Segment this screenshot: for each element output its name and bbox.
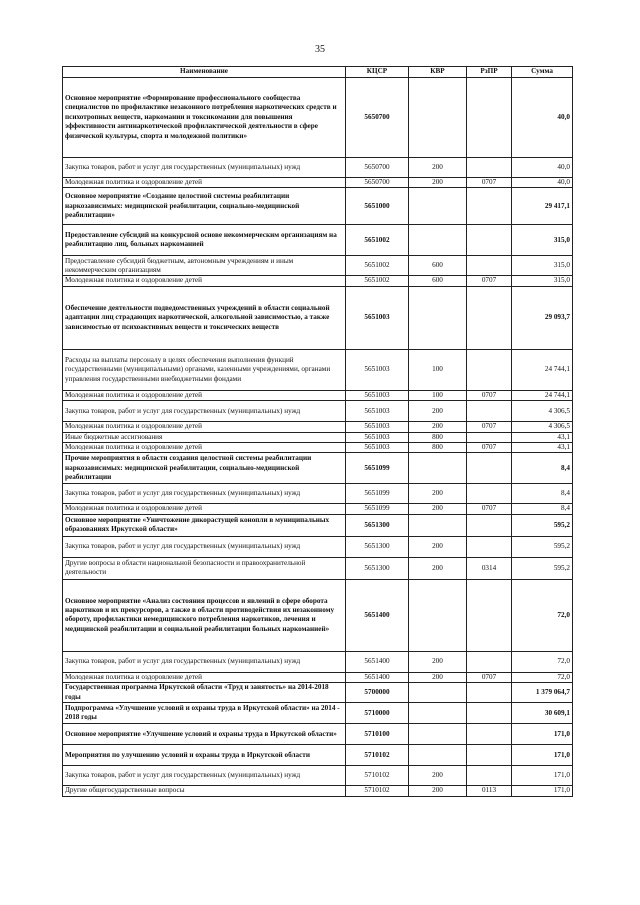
row-sum: 595,2 [512, 536, 573, 557]
row-code: 5651002 [346, 225, 409, 256]
row-rzpr [467, 724, 512, 745]
row-kvr: 200 [409, 651, 467, 672]
row-sum: 72,0 [512, 651, 573, 672]
table-row [63, 786, 573, 796]
row-name: Основное мероприятие «Создание целостной системы реабилитации наркозависимых: медицинской реабилитации, социально-медицинской реабилитации» [63, 188, 346, 225]
row-kvr: 600 [409, 276, 467, 286]
budget-table [62, 66, 573, 797]
row-rzpr [467, 703, 512, 724]
row-name: Молодежная политика и оздоровление детей [63, 504, 346, 514]
row-name: Другие вопросы в области национальной безопасности и правоохранительной деятельности [63, 557, 346, 579]
row-rzpr [467, 225, 512, 256]
row-code: 5651003 [346, 349, 409, 390]
table-row [63, 504, 573, 514]
row-name: Молодежная политика и оздоровление детей [63, 422, 346, 432]
row-kvr: 200 [409, 504, 467, 514]
row-rzpr: 0707 [467, 422, 512, 432]
table-row [63, 579, 573, 651]
row-code: 5651002 [346, 256, 409, 276]
row-sum: 43,1 [512, 443, 573, 453]
row-kvr [409, 514, 467, 536]
row-code: 5710102 [346, 766, 409, 786]
row-code: 5651003 [346, 286, 409, 349]
row-sum: 4 306,5 [512, 401, 573, 422]
row-rzpr [467, 188, 512, 225]
row-code: 5651003 [346, 422, 409, 432]
row-rzpr [467, 401, 512, 422]
row-sum: 29 417,1 [512, 188, 573, 225]
row-rzpr [467, 453, 512, 484]
table-row [63, 536, 573, 557]
row-sum: 595,2 [512, 514, 573, 536]
header-kvr: КВР [409, 67, 467, 78]
row-kvr: 200 [409, 178, 467, 188]
table-row [63, 514, 573, 536]
row-code: 5651099 [346, 484, 409, 504]
row-sum: 8,4 [512, 504, 573, 514]
row-code: 5650700 [346, 178, 409, 188]
header-sum: Сумма [512, 67, 573, 78]
table-row [63, 286, 573, 349]
row-code: 5651003 [346, 401, 409, 422]
row-kvr [409, 579, 467, 651]
row-name: Основное мероприятие «Анализ состояния процессов и явлений в сфере оборота наркотиков и их прекурсоров, а также в области противодействия их незаконному обороту, профилактики немедицинского потребления наркотиков, лечения и медицинской реабилитации и социальной реабилитации больных наркоманией» [63, 579, 346, 651]
row-code: 5651099 [346, 453, 409, 484]
row-name: Закупка товаров, работ и услуг для государственных (муниципальных) нужд [63, 401, 346, 422]
row-sum: 8,4 [512, 453, 573, 484]
row-code: 5700000 [346, 683, 409, 703]
row-sum: 72,0 [512, 579, 573, 651]
table-row [63, 766, 573, 786]
row-kvr: 200 [409, 158, 467, 178]
row-name: Основное мероприятие «Уничтожение дикорастущей конопли в муниципальных образованиях Иркутской области» [63, 514, 346, 536]
row-sum: 24 744,1 [512, 390, 573, 400]
row-code: 5651003 [346, 432, 409, 442]
row-code: 5651099 [346, 504, 409, 514]
row-rzpr [467, 349, 512, 390]
row-kvr: 100 [409, 349, 467, 390]
row-rzpr: 0707 [467, 390, 512, 400]
row-rzpr: 0707 [467, 672, 512, 682]
row-sum: 40,0 [512, 78, 573, 158]
row-kvr [409, 286, 467, 349]
row-kvr: 200 [409, 536, 467, 557]
row-kvr: 200 [409, 672, 467, 682]
table-row [63, 672, 573, 682]
row-rzpr [467, 432, 512, 442]
row-sum: 595,2 [512, 557, 573, 579]
row-code: 5651400 [346, 579, 409, 651]
row-name: Государственная программа Иркутской области «Труд и занятость» на 2014-2018 годы [63, 683, 346, 703]
row-code: 5651300 [346, 514, 409, 536]
row-code: 5710102 [346, 786, 409, 796]
row-kvr: 100 [409, 390, 467, 400]
row-code: 5650700 [346, 78, 409, 158]
row-kvr [409, 703, 467, 724]
row-kvr: 200 [409, 557, 467, 579]
row-sum: 40,0 [512, 158, 573, 178]
row-kvr [409, 453, 467, 484]
row-name: Предоставление субсидий бюджетным, автономным учреждениям и иным некоммерческим организациям [63, 256, 346, 276]
row-sum: 29 093,7 [512, 286, 573, 349]
row-code: 5710000 [346, 703, 409, 724]
table-row [63, 225, 573, 256]
row-sum: 24 744,1 [512, 349, 573, 390]
page-number: 35 [315, 44, 325, 55]
row-code: 5651300 [346, 557, 409, 579]
header-rzpr: РзПР [467, 67, 512, 78]
table-body [63, 78, 573, 797]
row-name: Подпрограмма «Улучшение условий и охраны труда в Иркутской области» на 2014 - 2018 годы [63, 703, 346, 724]
row-code: 5651000 [346, 188, 409, 225]
table-row [63, 158, 573, 178]
row-code: 5651400 [346, 651, 409, 672]
row-kvr: 800 [409, 432, 467, 442]
row-sum: 43,1 [512, 432, 573, 442]
table-row [63, 703, 573, 724]
row-sum: 4 306,5 [512, 422, 573, 432]
row-name: Закупка товаров, работ и услуг для государственных (муниципальных) нужд [63, 651, 346, 672]
row-rzpr [467, 514, 512, 536]
row-kvr: 200 [409, 766, 467, 786]
row-code: 5650700 [346, 158, 409, 178]
row-code: 5710100 [346, 724, 409, 745]
row-code: 5651300 [346, 536, 409, 557]
row-code: 5710102 [346, 745, 409, 766]
table-row [63, 651, 573, 672]
row-name: Основное мероприятие «Формирование профессионального сообщества специалистов по профилактике незаконного потребления наркотических средств и психотропных веществ, наркомании и токсикомании для повышения эффективности антинаркотической профилактической деятельности в сфере физической культуры, спорта и молодежной политики» [63, 78, 346, 158]
table-row [63, 178, 573, 188]
row-code: 5651002 [346, 276, 409, 286]
row-name: Обеспечение деятельности подведомственных учреждений в области социальной адаптации лиц страдающих наркотической, алкогольной зависимостью, а также зависимостью от психоактивных веществ и токсических веществ [63, 286, 346, 349]
row-sum: 1 379 064,7 [512, 683, 573, 703]
row-code: 5651003 [346, 390, 409, 400]
row-name: Закупка товаров, работ и услуг для государственных (муниципальных) нужд [63, 536, 346, 557]
row-name: Основное мероприятие «Улучшение условий и охраны труда в Иркутской области» [63, 724, 346, 745]
row-sum: 171,0 [512, 786, 573, 796]
table-row [63, 453, 573, 484]
table-row [63, 724, 573, 745]
table-row [63, 432, 573, 442]
row-kvr [409, 78, 467, 158]
row-sum: 171,0 [512, 745, 573, 766]
table-row [63, 484, 573, 504]
row-rzpr [467, 651, 512, 672]
row-sum: 315,0 [512, 225, 573, 256]
table-row [63, 745, 573, 766]
table-row [63, 276, 573, 286]
table-row [63, 188, 573, 225]
row-name: Предоставление субсидий на конкурсной основе некоммерческим организациям на реабилитацию лиц, больных наркоманией [63, 225, 346, 256]
row-rzpr [467, 158, 512, 178]
row-name: Молодежная политика и оздоровление детей [63, 178, 346, 188]
row-rzpr [467, 256, 512, 276]
row-name: Другие общегосударственные вопросы [63, 786, 346, 796]
table-header-row [63, 67, 573, 78]
row-rzpr [467, 484, 512, 504]
row-kvr: 200 [409, 484, 467, 504]
row-rzpr [467, 745, 512, 766]
row-name: Расходы на выплаты персоналу в целях обеспечения выполнения функций государственными (муниципальными) органами, казенными учреждениями, органами управления государственными внебюджетными фондами [63, 349, 346, 390]
row-kvr [409, 225, 467, 256]
row-rzpr [467, 683, 512, 703]
row-sum: 315,0 [512, 256, 573, 276]
table-row [63, 557, 573, 579]
row-code: 5651003 [346, 443, 409, 453]
row-name: Закупка товаров, работ и услуг для государственных (муниципальных) нужд [63, 158, 346, 178]
row-name: Молодежная политика и оздоровление детей [63, 390, 346, 400]
row-sum: 171,0 [512, 766, 573, 786]
row-sum: 72,0 [512, 672, 573, 682]
row-name: Иные бюджетные ассигнования [63, 432, 346, 442]
row-name: Закупка товаров, работ и услуг для государственных (муниципальных) нужд [63, 484, 346, 504]
row-rzpr: 0707 [467, 443, 512, 453]
row-rzpr: 0113 [467, 786, 512, 796]
row-kvr: 200 [409, 401, 467, 422]
table-row [63, 349, 573, 390]
table-row [63, 401, 573, 422]
row-kvr [409, 683, 467, 703]
table-row [63, 390, 573, 400]
row-rzpr: 0707 [467, 504, 512, 514]
row-sum: 8,4 [512, 484, 573, 504]
row-kvr: 200 [409, 422, 467, 432]
row-kvr: 600 [409, 256, 467, 276]
header-name: Наименование [63, 67, 346, 78]
row-sum: 315,0 [512, 276, 573, 286]
table-row [63, 422, 573, 432]
row-rzpr: 0707 [467, 276, 512, 286]
row-rzpr: 0707 [467, 178, 512, 188]
row-name: Мероприятия по улучшению условий и охраны труда в Иркутской области [63, 745, 346, 766]
row-kvr: 800 [409, 443, 467, 453]
row-name: Молодежная политика и оздоровление детей [63, 443, 346, 453]
row-kvr [409, 188, 467, 225]
row-rzpr [467, 766, 512, 786]
row-name: Закупка товаров, работ и услуг для государственных (муниципальных) нужд [63, 766, 346, 786]
row-rzpr [467, 78, 512, 158]
row-kvr [409, 724, 467, 745]
row-code: 5651400 [346, 672, 409, 682]
row-name: Молодежная политика и оздоровление детей [63, 276, 346, 286]
row-sum: 40,0 [512, 178, 573, 188]
row-rzpr [467, 286, 512, 349]
row-rzpr: 0314 [467, 557, 512, 579]
row-rzpr [467, 579, 512, 651]
row-sum: 30 609,1 [512, 703, 573, 724]
table-row [63, 683, 573, 703]
row-kvr: 200 [409, 786, 467, 796]
row-name: Молодежная политика и оздоровление детей [63, 672, 346, 682]
table-row [63, 443, 573, 453]
table-row [63, 256, 573, 276]
row-sum: 171,0 [512, 724, 573, 745]
row-name: Прочие мероприятия в области создания целостной системы реабилитации наркозависимых: медицинской реабилитации, социально-медицинской реабилитации [63, 453, 346, 484]
header-code: КЦСР [346, 67, 409, 78]
row-rzpr [467, 536, 512, 557]
row-kvr [409, 745, 467, 766]
table-row [63, 78, 573, 158]
